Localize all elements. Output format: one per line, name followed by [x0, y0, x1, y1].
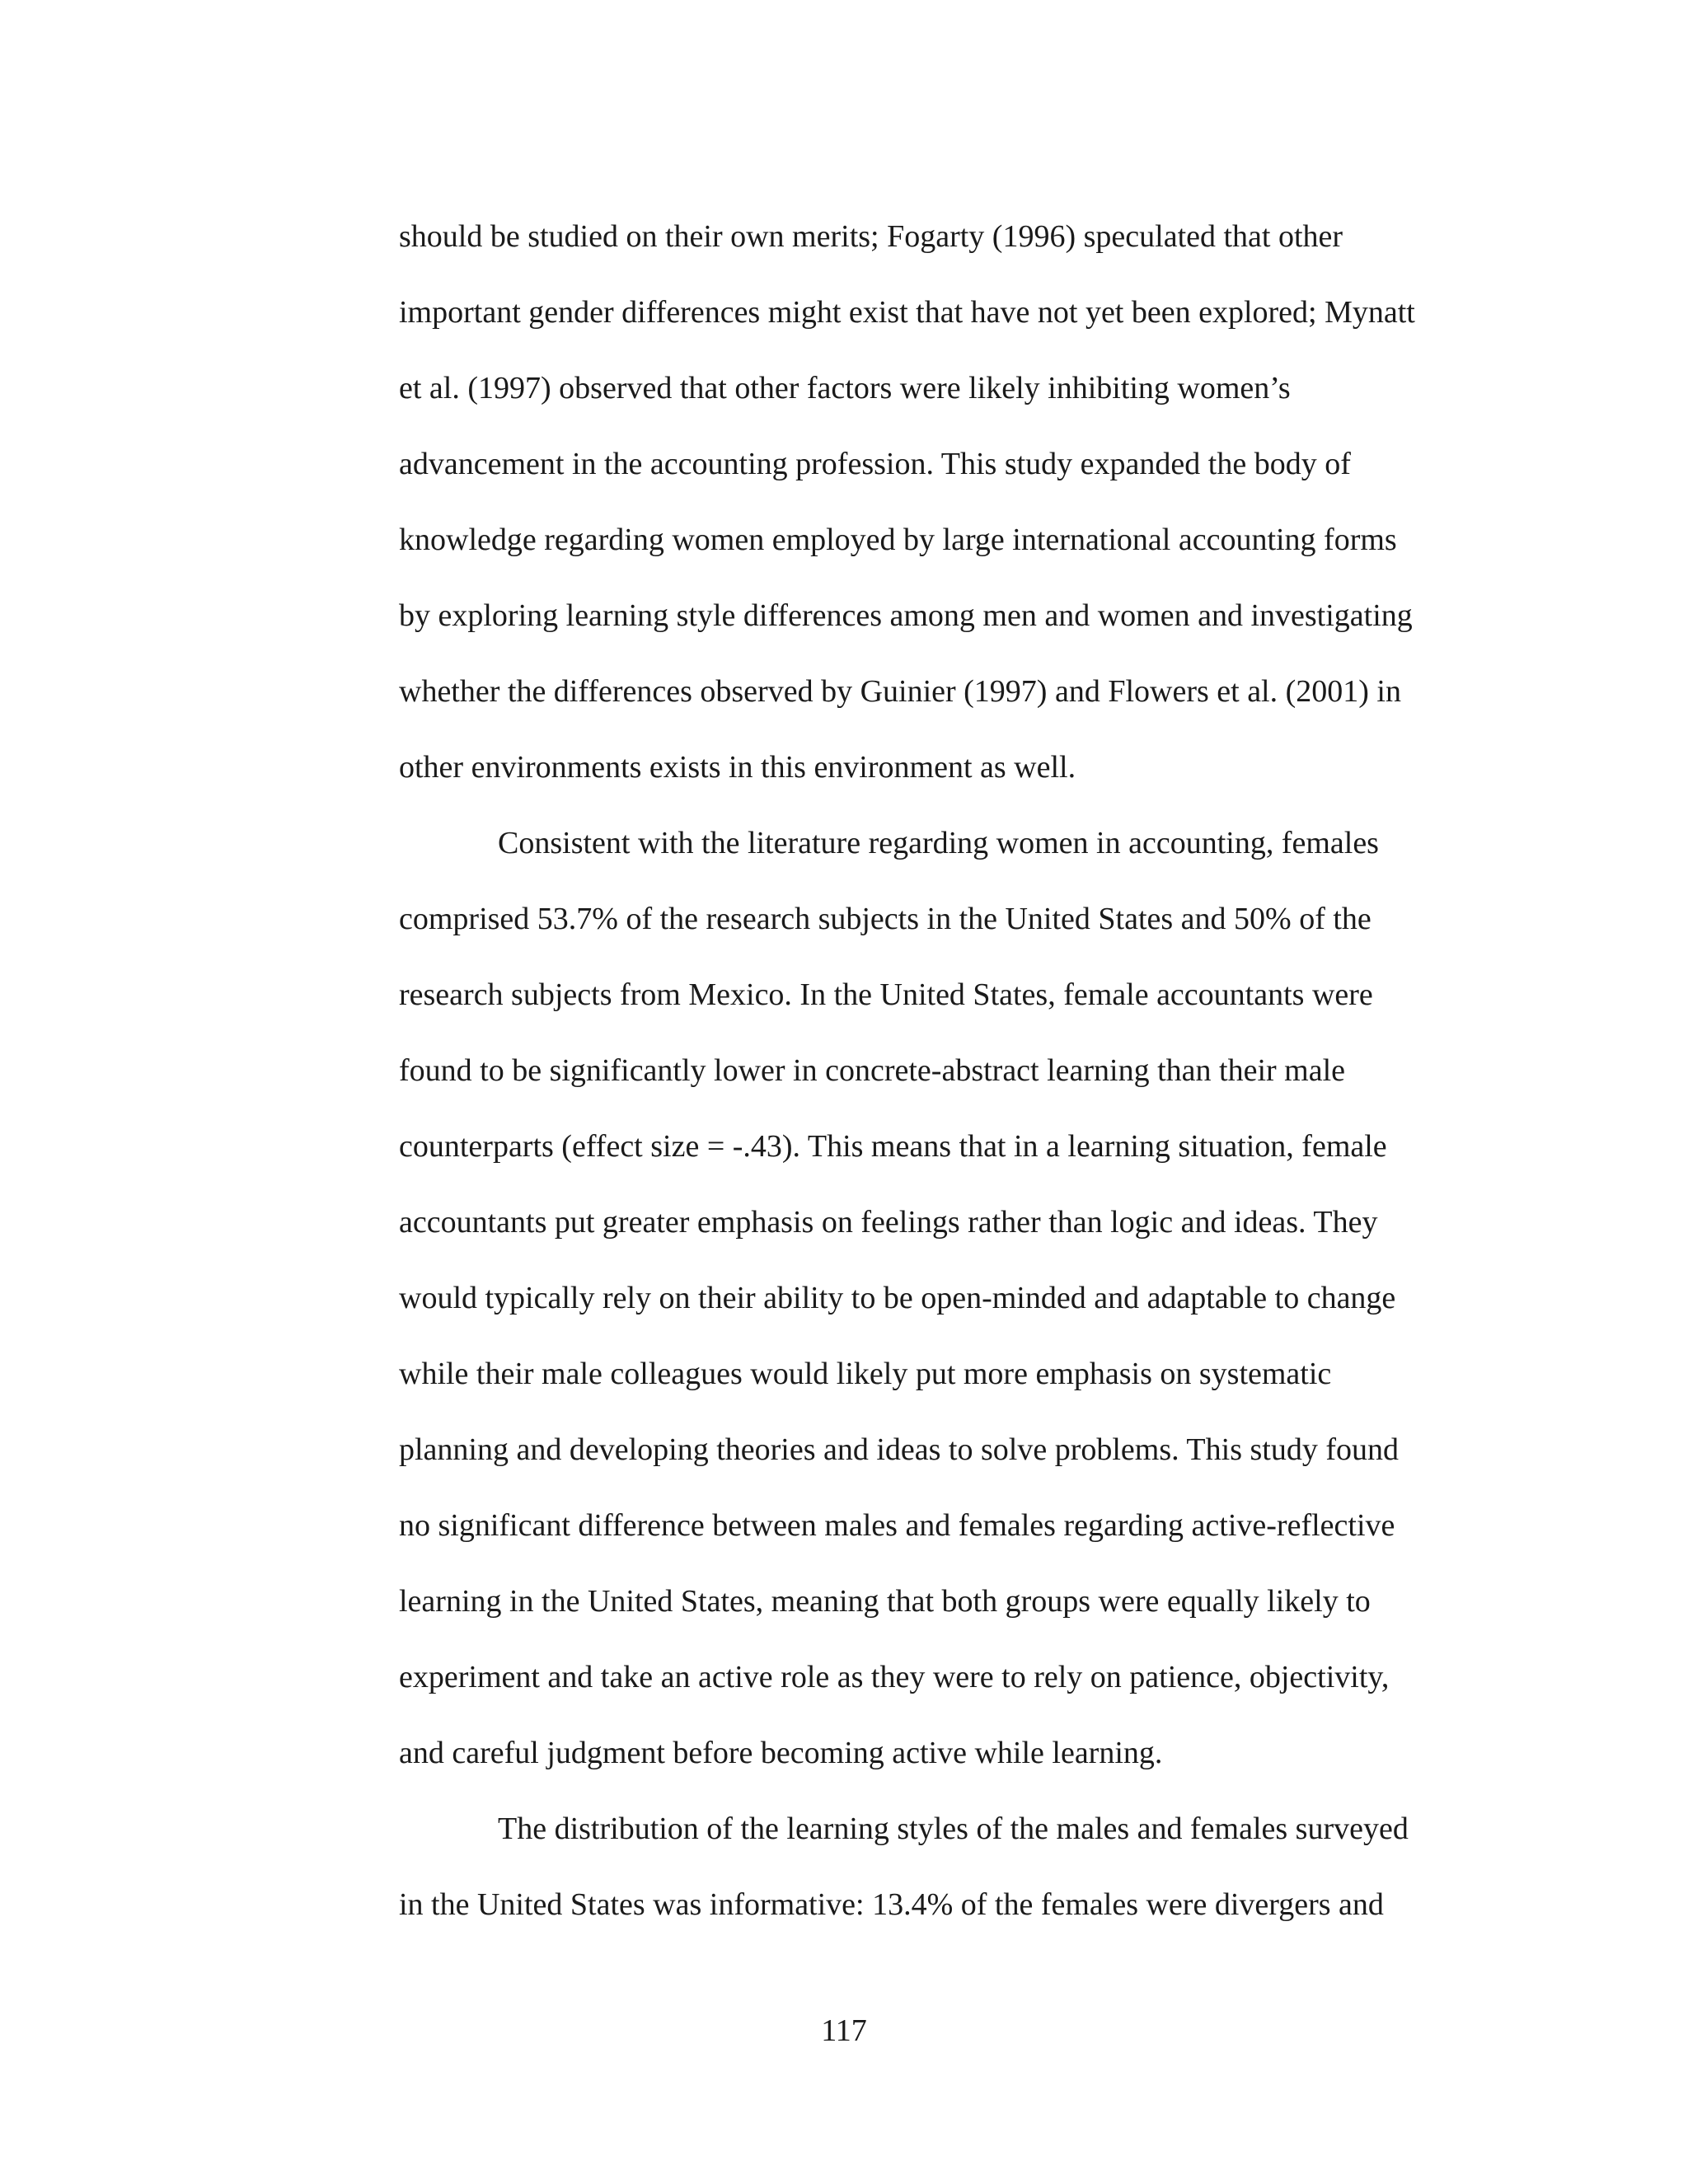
text-line: whether the differences observed by Guinier (1997) and Flowers et al. (2001) in [399, 674, 1401, 709]
text-line: knowledge regarding women employed by large international accounting forms [399, 523, 1397, 557]
text-line: should be studied on their own merits; Fogarty (1996) speculated that other [399, 219, 1343, 254]
text-line: learning in the United States, meaning that both groups were equally likely to [399, 1584, 1371, 1619]
text-line: no significant difference between males and females regarding active-reflective [399, 1508, 1395, 1543]
text-line: comprised 53.7% of the research subjects in the United States and 50% of the [399, 902, 1372, 936]
text-line: other environments exists in this environment as well. [399, 750, 1076, 785]
paragraph-first-line: The distribution of the learning styles of the males and females surveyed [498, 1811, 1409, 1846]
paragraph-first-line: Consistent with the literature regarding women in accounting, females [498, 826, 1379, 860]
text-line: while their male colleagues would likely put more emphasis on systematic [399, 1357, 1332, 1391]
text-line: by exploring learning style differences among men and women and investigating [399, 598, 1413, 633]
text-line: important gender differences might exist that have not yet been explored; Mynatt [399, 295, 1415, 330]
text-line: found to be significantly lower in concrete-abstract learning than their male [399, 1053, 1346, 1088]
text-line: experiment and take an active role as they were to rely on patience, objectivity, [399, 1660, 1390, 1694]
page-number: 117 [821, 2013, 867, 2048]
text-line: et al. (1997) observed that other factors were likely inhibiting women’s [399, 371, 1291, 405]
text-line: would typically rely on their ability to be open-minded and adaptable to change [399, 1281, 1396, 1315]
text-line: planning and developing theories and ideas to solve problems. This study found [399, 1432, 1399, 1467]
text-line: counterparts (effect size = -.43). This means that in a learning situation, female [399, 1129, 1387, 1164]
text-line: accountants put greater emphasis on feelings rather than logic and ideas. They [399, 1205, 1378, 1240]
text-line: in the United States was informative: 13.4% of the females were divergers and [399, 1887, 1384, 1922]
text-line: advancement in the accounting profession. This study expanded the body of [399, 447, 1351, 481]
text-line: research subjects from Mexico. In the United States, female accountants were [399, 977, 1373, 1012]
text-line: and careful judgment before becoming active while learning. [399, 1736, 1163, 1770]
